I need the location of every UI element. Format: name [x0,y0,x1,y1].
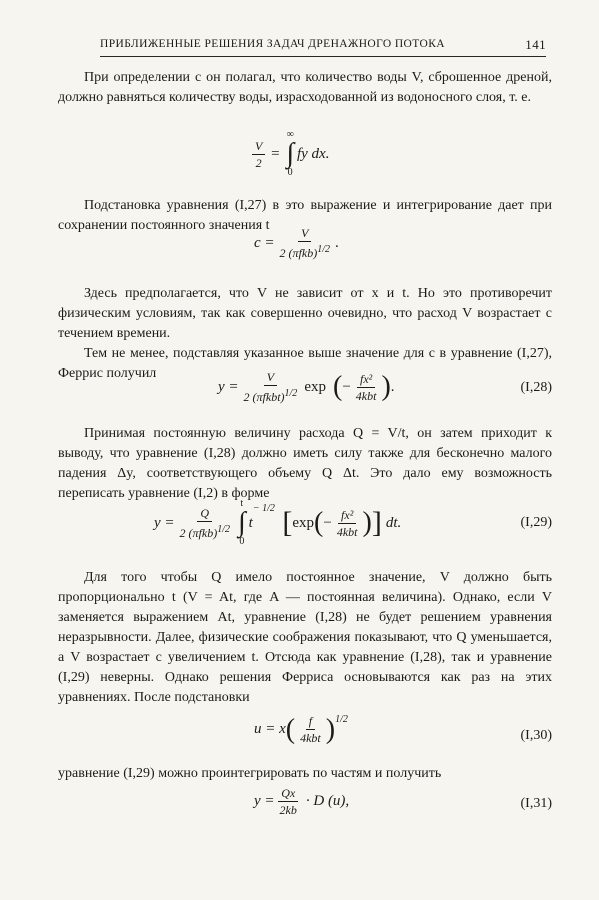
equation-I-29: y = $\frac{Q}{2 (\pi fkb)^{1/2}}$ t ∫ 0 t − 1/2 [ exp ( − $\frac{\text{fx²}}{\text{4kbt}}$ ) ] dt. (I,29) [154,498,552,547]
equation-lhs: y = [218,378,239,395]
fraction-denominator: 4kbt [355,388,377,403]
equation-number: (I,29) [520,515,552,530]
paragraph-1: При определении c он полагал, что количество воды V, сброшенное дреной, должно равняться количеству воды, израсходованной из водоносного слоя, т. е. [58,70,552,105]
equation-I-31 [58,786,552,817]
power: 1/2 [335,714,348,725]
fraction-inner [353,372,380,403]
fraction-denominator: 2kb [279,803,297,817]
fraction-numerator: V [298,226,311,242]
fraction-inner [334,508,361,539]
exp-function: exp [304,378,326,395]
integral-lower-limit: 0 [287,167,293,178]
t-exponent: − 1/2 [252,503,275,514]
integral-sign: t ∫ 0 [237,498,246,547]
equation-I-28: y = $\frac{V}{2 (\pi fkbt)^{1/2}}$ exp ( − $\frac{\text{fx²}}{\text{4kbt}}$ ) . (I,28) [218,370,552,404]
fraction-numerator: Q [197,506,212,522]
paragraph-2: Подстановка уравнения (I,27) в это выражение и интегрирование дает при сохранении постоянного значения t [58,198,552,233]
equation-c [58,226,552,260]
fraction-main [177,506,233,540]
fraction-numerator: Qx [278,786,298,802]
fraction-denominator: 2 [255,155,262,170]
equation-number: (I,30) [520,728,552,743]
fraction-c [277,226,333,260]
fraction-numerator: V [264,370,277,386]
equation-tail: dt. [385,514,402,531]
equation-volume: $\frac{V}{2}$ = ∞ ∫ 0 fy dx. [58,152,552,153]
integral-sign: ∞ ∫ 0 [286,129,294,178]
fraction-qx-over-2kb [277,786,300,817]
equation-lhs: y = [154,514,175,531]
integral-upper-limit: ∞ [286,129,294,140]
equation-tail: . [334,234,339,251]
equation-I-30: u = x ( $\frac{f}{\text{4kbt}}$ ) $^{1/2}$ (I,30) [254,713,552,745]
page-number: 141 [525,37,546,52]
fraction-numerator: fx² [338,508,356,524]
running-header [100,38,546,57]
equation-number: (I,31) [520,796,552,811]
fraction-numerator: f [306,714,315,730]
equation-lhs: y = [254,793,275,809]
paragraph-4: Тем не менее, подставляя указанное выше значение для c в уравнение (I,27), Феррис получил [58,346,552,381]
paragraph-6: Для того чтобы Q имело постоянное значение, V должно быть пропорционально t (V = At, где A — постоянная величина). Однако, если V заменяется выражением At, уравнение (I,28) не будет решением уравнения неразрывности. Далее, физические соображения показывают, что Q уменьшается, а V возрастает с увеличением t. Отсюда как уравнение (I,28), так и уравнение (I,29) неверны. Однако решения Ферриса основываются как раз на этих уравнениях. После подстановки [58,570,552,705]
equation-number: (I,28) [520,380,552,395]
equation-lhs: c = [254,234,275,251]
fraction-denominator: 2 (πfkbt)$^{1/2}$ [243,388,298,404]
integral-upper-limit: t [240,498,244,509]
integrand: fy dx. [296,145,330,162]
equation-tail: . [390,378,395,395]
paragraph-7: уравнение (I,29) можно проинтегрировать по частям и получить [58,766,442,781]
paragraph-3: Здесь предполагается, что V не зависит от x и t. Но это противоречит физическим условиям, так как совершенно очевидно, что расход V возрастает с течением времени. [58,286,552,341]
fraction-main [241,370,301,404]
exp-function: exp [292,514,315,531]
paragraph-5: Принимая постоянную величину расхода Q = V/t, он затем приходит к выводу, что уравнение (I,28) должно иметь силу также для бесконечно малого падения Δy, соответствующего объему Q Δt. Это дало ему возможность переписать уравнение (I,2) в форме [58,426,552,501]
fraction-f-over-4kbt [297,714,324,745]
fraction-denominator: 2 $(\pi fkb)^{1/2}$ [279,244,330,260]
integral-lower-limit: 0 [239,536,245,547]
header-title: ПРИБЛИЖЕННЫЕ РЕШЕНИЯ ЗАДАЧ ДРЕНАЖНОГО ПОТОКА [100,38,446,50]
fraction-v-over-2 [252,139,265,170]
fraction-denominator: 2 $(\pi fkb)^{1/2}$ [179,524,230,540]
fraction-denominator: 4kbt [300,731,321,745]
equation-lhs: u = x [254,721,286,737]
fraction-denominator: 4kbt [336,524,358,539]
fraction-numerator: V [252,139,265,155]
fraction-numerator: fx² [357,372,375,388]
equation-rhs: · D (u), [305,793,350,809]
